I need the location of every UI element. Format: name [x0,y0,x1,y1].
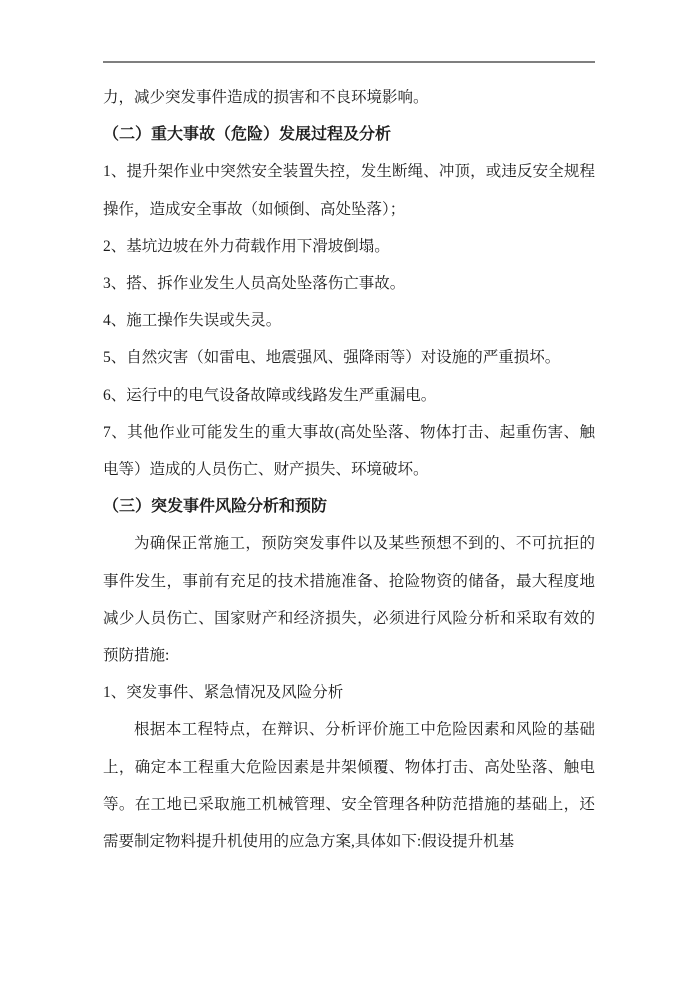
paragraph: 力，减少突发事件造成的损害和不良环境影响。 [103,89,429,106]
paragraph: 为确保正常施工，预防突发事件以及某些预想不到的、不可抗拒的事件发生，事前有充足的技术措施准备、抢险物资的储备，最大程度地减少人员伤亡、国家财产和经济损失，必须进行风险分析和采取有效的预防措施: [103,535,595,665]
paragraph: 6、运行中的电气设备故障或线路发生严重漏电。 [103,386,437,404]
paragraph: 2、基坑边坡在外力荷载作用下滑坡倒塌。 [103,237,390,255]
paragraph: 5、自然灾害（如雷电、地震强风、强降雨等）对设施的严重损坏。 [103,349,561,367]
paragraph: 根据本工程特点，在辩识、分析评价施工中危险因素和风险的基础上，确定本工程重大危险因素是井架倾覆、物体打击、高处坠落、触电等。在工地已采取施工机械管理、安全管理各种防范措施的基础上，还需要制定物料提升机使用的应急方案,具体如下:假设提升机基 [103,721,595,851]
paragraph: 4、施工操作失误或失灵。 [103,312,282,330]
paragraph: 3、搭、拆作业发生人员高处坠落伤亡事故。 [103,275,406,293]
section-heading: （三）突发事件风险分析和预防 [103,498,328,516]
paragraph: 7、其他作业可能发生的重大事故(高处坠落、物体打击、起重伤害、触电等）造成的人员伤亡、财产损失、环境破坏。 [103,423,595,479]
document-body [103,79,595,860]
section-heading: （二）重大事故（危险）发展过程及分析 [103,126,392,144]
paragraph: 1、突发事件、紧急情况及风险分析 [103,684,344,702]
header-rule [103,61,595,63]
paragraph: 1、提升架作业中突然安全装置失控，发生断绳、冲顶，或违反安全规程操作，造成安全事故（如倾倒、高处坠落）； [103,163,595,218]
